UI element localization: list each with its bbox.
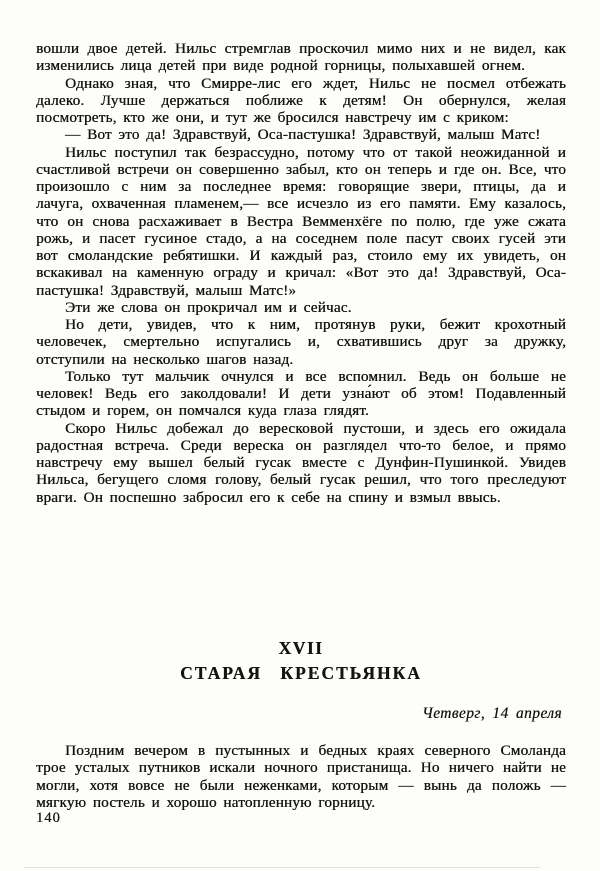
chapter-dateline: Четверг, 14 апреля: [422, 705, 562, 722]
paragraph: Скоро Нильс добежал до вересковой пустоши, и здесь его ожидала радостная встреча. Среди вереска он разглядел что-то белое, и прямо навстречу ему вышел белый гусак вместе с Дунфин-Пушинкой. Увидев Нильса, бегущего сломя голову, белый гусак решил, что того преследуют враги. Он поспешно забросил его к себе на спину и взмыл ввысь.: [36, 419, 566, 506]
chapter-title: СТАРАЯ КРЕСТЬЯНКА: [180, 663, 422, 683]
paragraph: вошли двое детей. Нильс стремглав проскочил мимо них и не видел, как изменились лица детей при виде родной горницы, полыхавшей огнем.: [36, 40, 566, 75]
chapter-number: XVII: [278, 638, 324, 658]
paragraph-dialogue: — Вот это да! Здравствуй, Оса-пастушка! Здравствуй, малыш Матс!: [65, 126, 541, 144]
body-text-column: [36, 40, 566, 506]
chapter-section: [36, 638, 566, 811]
paragraph: Поздним вечером в пустынных и бедных краях северного Смоланда трое усталых путников искали ночного пристанища. Но ничего найти не могли, хотя вовсе не были неженками, которым — вынь да положь — мягкую постель и хорошо натопленную горницу.: [36, 742, 566, 811]
page-number: 140: [36, 810, 61, 826]
paragraph: Но дети, увидев, что к ним, протянув руки, бежит крохотный человечек, смертельно испугались и, схватившись друг за дружку, отступили на несколько шагов назад.: [36, 316, 566, 368]
paragraph: Только тут мальчик очнулся и все вспомнил. Ведь он больше не человек! Ведь его заколдовали! И дети узна́ют об этом! Подавленный стыдом и горем, он помчался куда глаза глядят.: [36, 367, 566, 420]
paragraph: Однако зная, что Смирре-лис его ждет, Нильс не посмел отбежать далеко. Лучше держаться поближе к детям! Он обернулся, желая посмотреть, кто же они, и тут же бросился навстречу им с криком:: [36, 74, 566, 126]
paragraph: Нильс поступил так безрассудно, потому что от такой неожиданной и счастливой встречи он совершенно забыл, кто он теперь и где он. Все, что произошло с ним за последнее время: говорящие звери, птицы, да и лачуга, охваченная пламенем,— все исчезло из его памяти. Ему казалось, что он снова расхаживает в Вестра Вемменхёге по полю, где уже сжата рожь, и пасет гусиное стадо, а на соседнем поле пасут своих гусей эти вот смоландские ребятишки. И каждый раз, стоило ему их увидеть, он вскакивал на каменную ограду и кричал: «Вот это да! Здравствуй, Оса-пастушка! Здравствуй, малыш Матс!»: [36, 143, 566, 299]
scan-edge-artifact: [24, 867, 540, 868]
paragraph: Эти же слова он прокричал им и сейчас.: [65, 298, 352, 316]
